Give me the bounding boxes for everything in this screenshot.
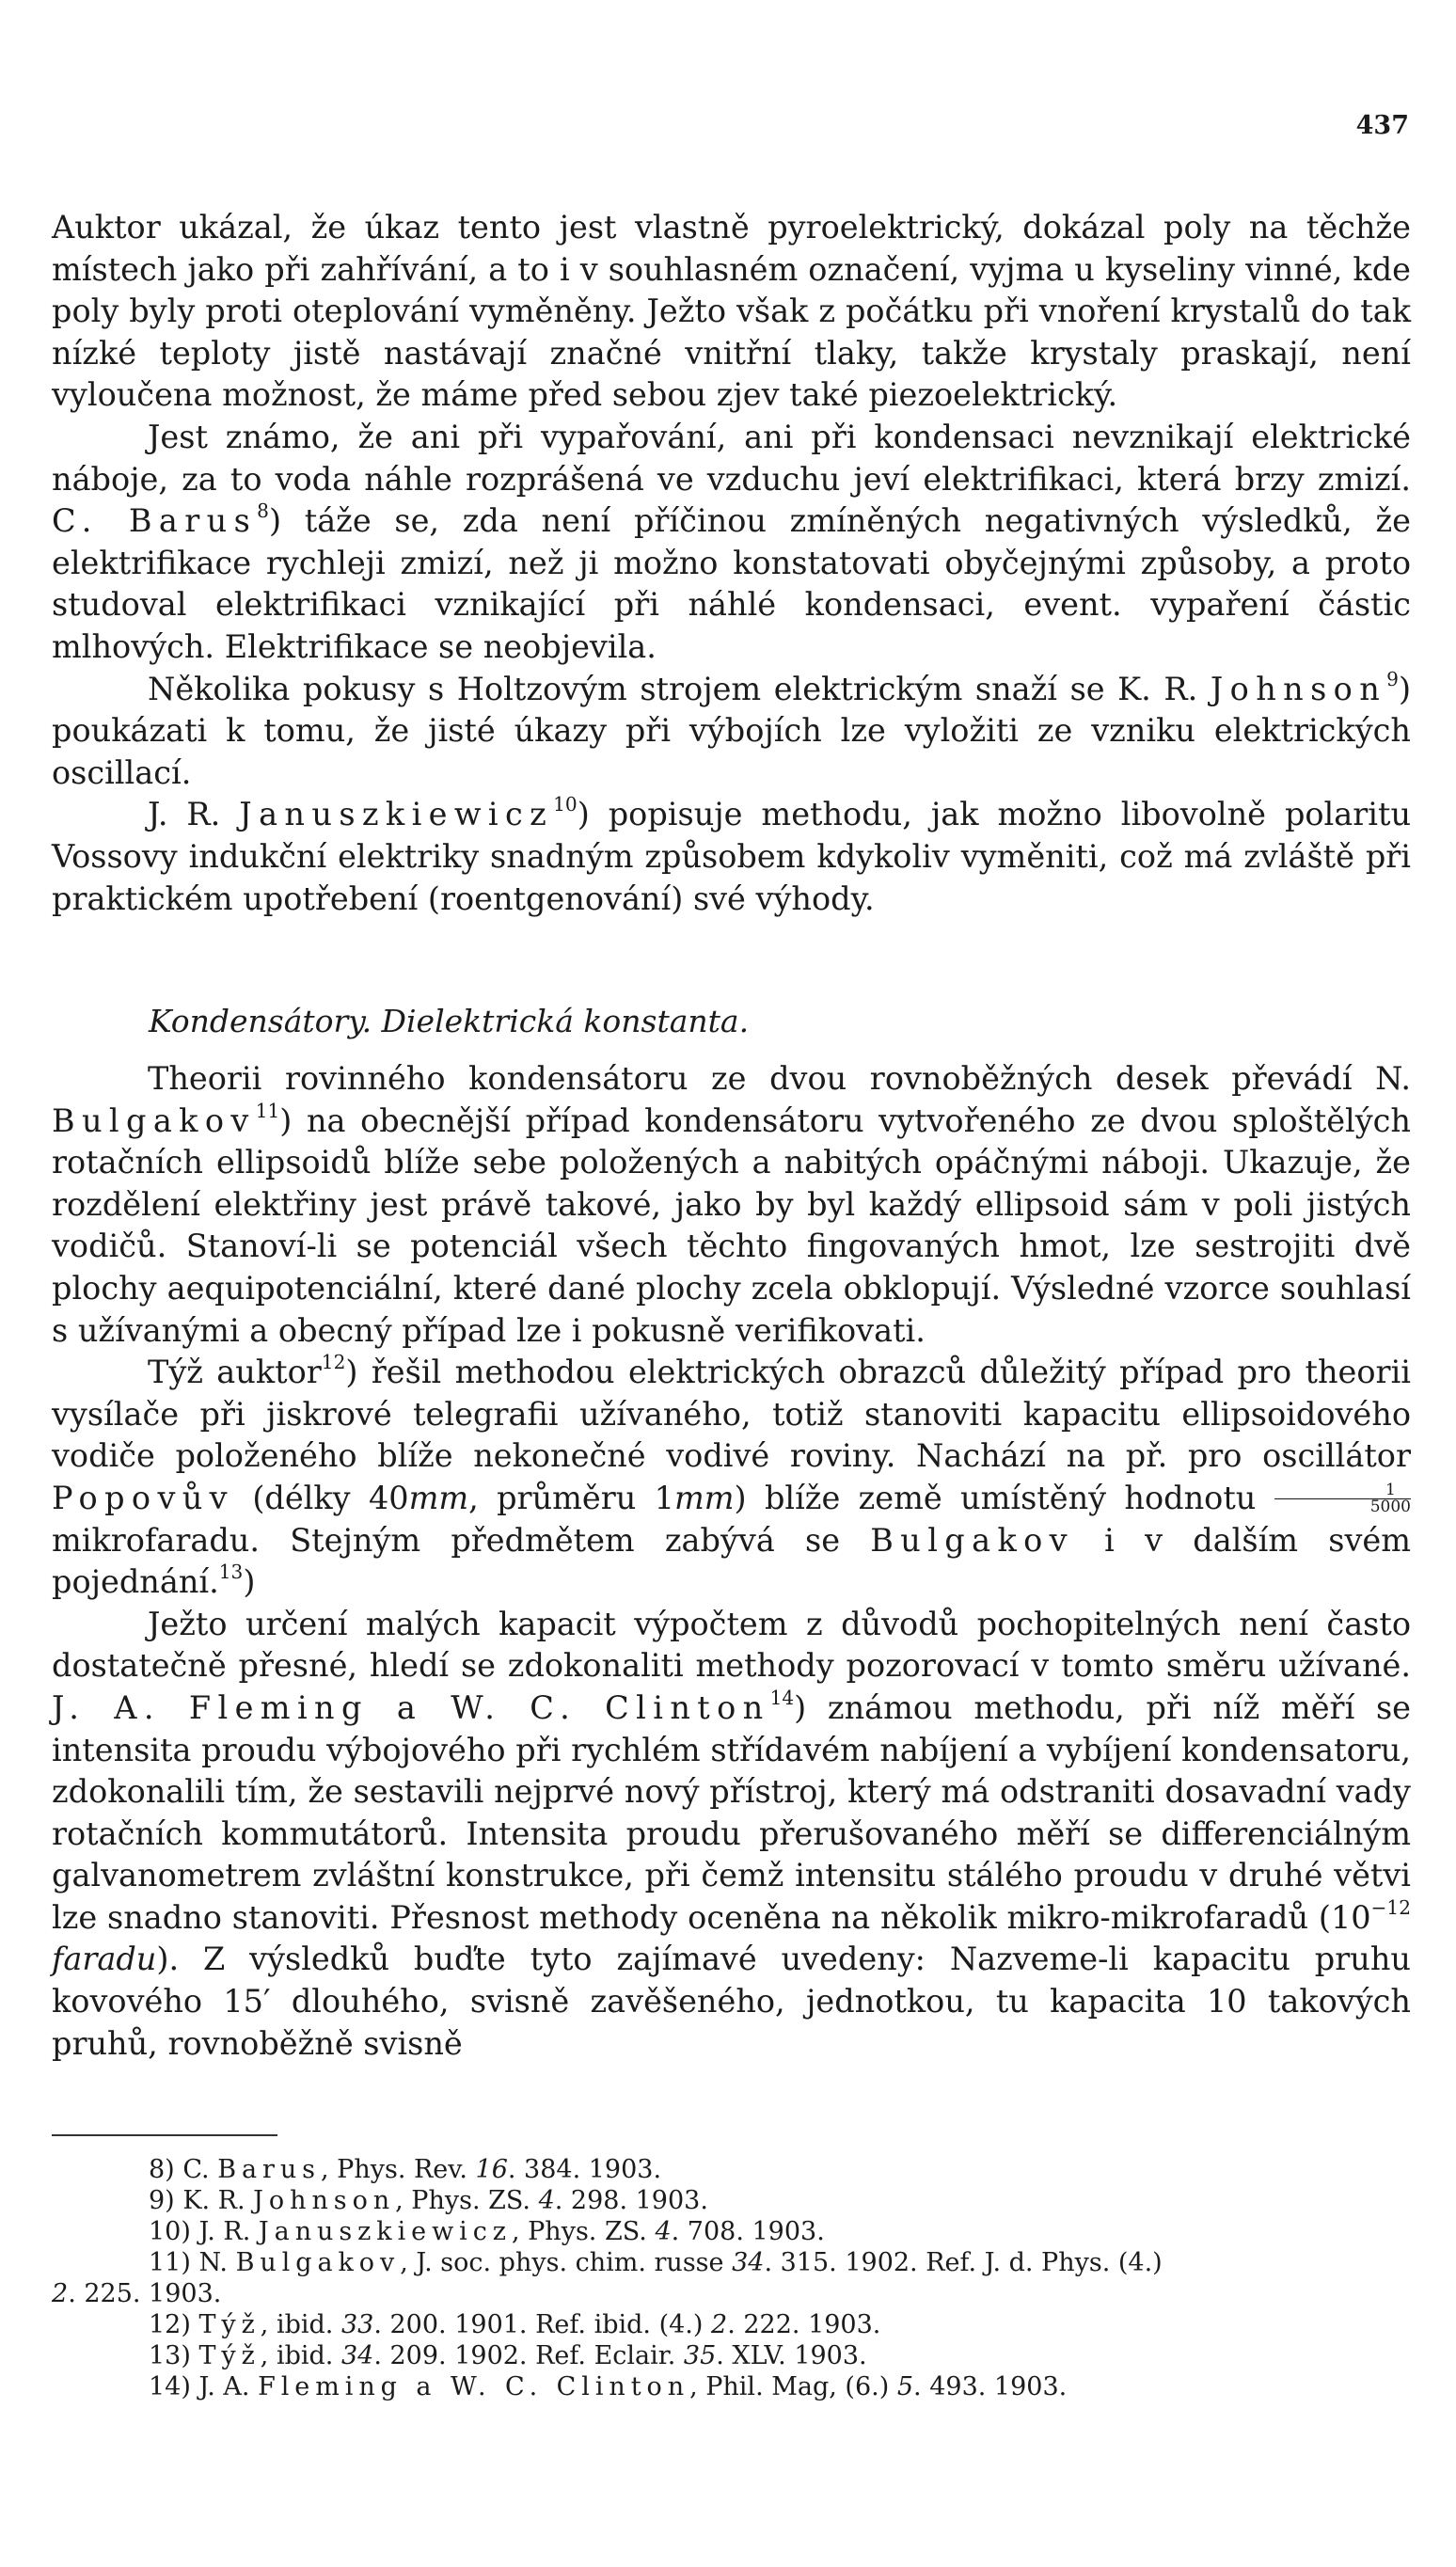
footnote-12: 12) Týž, ibid. 33. 200. 1901. Ref. ibid. (4.) 2. 222. 1903. bbox=[149, 2310, 881, 2339]
footnote-11: 11) N. Bulgakov, J. soc. phys. chim. russe 34. 315. 1902. Ref. J. d. Phys. (4.) bbox=[149, 2248, 1163, 2277]
footnote-ref: 14 bbox=[769, 1686, 795, 1709]
name-popov: Popovův bbox=[52, 1479, 234, 1516]
page-number: 437 bbox=[1355, 111, 1409, 140]
footnote-9: 9) K. R. Johnson, Phys. ZS. 4. 298. 1903. bbox=[149, 2186, 708, 2215]
author-johnson: Johnson bbox=[1210, 670, 1387, 707]
author-barus: C. Barus bbox=[52, 502, 258, 540]
paragraph-januszkiewicz: J. R. Januszkiewicz$^{10}$) popisuje methodu, jak možno libovolně polaritu Vossovy indukční elektriky snadným způsobem kdykoliv vyměniti, což má zvláště při praktickém upotřebení (roentgenování) své výhody. bbox=[52, 793, 1412, 917]
footnote-11-continued: 2. 225. 1903. bbox=[52, 2279, 222, 2308]
prime-mark: ′ bbox=[262, 1983, 271, 2020]
footnote-ref: 11 bbox=[255, 1099, 280, 1122]
paragraph-fleming: Ježto určení malých kapacit výpočtem z důvodů pochopitelných není často dostatečně přesné, hledí se zdokonaliti methody pozorovací v tomto směru užívané. J. A. Fleming a W. C. Clinton$^{14}$) známou methodu, při níž měří se intensita proudu výbojového při rychlém střídavém nabíjení a vybíjení kondensatoru, zdokonalili tím, že sestavili nejprvé nový přístroj, který má odstraniti dosavadní vady rotačních kommutátorů. Intensita proudu přerušovaného měří se differenciálným galvanometrem zvláštní konstrukce, při čemž intensitu stálého proudu v druhé větvi lze snadno stanoviti. Přesnost methody oceněna na několik mikro-mikrofaradů ($10^{-12}$ faradu). Z výsledků buďte tyto zajímavé uvedeny: Nazveme-li kapacitu pruhu kovového 15′ dlouhého, svisně zavěšeného, jednotkou, tu kapacita 10 takových pruhů, rovnoběžně svisně bbox=[52, 1605, 1411, 2062]
paragraph-johnson: Několika pokusy s Holtzovým strojem elektrickým snaží se K. R. Johnson$^9$) poukázati k tomu, že jisté úkazy při výbojích lze vyložiti ze vzniku elektrických oscillací. bbox=[52, 667, 1412, 791]
footnotes bbox=[52, 2154, 1411, 2402]
unit-mm: mm bbox=[408, 1479, 469, 1516]
footnote-8: 8) C. Barus, Phys. Rev. 16. 384. 1903. bbox=[149, 2155, 662, 2184]
author-bulgakov: Bulgakov bbox=[870, 1521, 1074, 1559]
unit-farad: faradu bbox=[52, 1941, 157, 1978]
paragraph-pyroelectric: Auktor ukázal, že úkaz tento jest vlastně pyroelektrický, dokázal poly na těchže místech jako při zahřívání, a to i v souhlasném označení, vyjma u kyseliny vinné, kde poly byly proti oteplování vyměněny. Ježto však z počátku při vnoření krystalů do tak nízké teploty jistě nastávají značné vnitřní tlaky, takže krystaly praskají, není vyloučena možnost, že máme před sebou zjev také piezoelektrický. bbox=[52, 209, 1411, 414]
footnote-ref: 13 bbox=[218, 1561, 244, 1584]
footnote-10: 10) J. R. Januszkiewicz, Phys. ZS. 4. 708. 1903. bbox=[149, 2217, 825, 2246]
unit-mm: mm bbox=[673, 1479, 735, 1516]
author-fleming-clinton: J. A. Fleming a W. C. Clinton bbox=[52, 1688, 770, 1726]
paragraph-bulgakov: Theorii rovinného kondensátoru ze dvou rovnoběžných desek převádí N. Bulgakov$^{11}$) na obecnější případ kondensátoru vytvořeného ze dvou sploštělých rotačních ellipsoidů blíže sebe položených a nabitých opáčnými náboji. Ukazuje, že rozdělení elektřiny jest právě takové, jako by byl každý ellipsoid sám v poli jistých vodičů. Stanoví-li se potenciál všech těchto fingovaných hmot, lze sestrojiti dvě plochy aequipotenciální, které dané plochy zcela obklopují. Výsledné vzorce souhlasí s užívanými a obecný případ lze i pokusně verifikovati. bbox=[52, 1060, 1411, 1349]
footnote-ref: 9 bbox=[1386, 667, 1399, 690]
footnote-14: 14) J. A. Fleming a W. C. Clinton, Phil. Mag, (6.) 5. 493. 1903. bbox=[149, 2372, 1068, 2401]
fraction: $\frac{1}{5000}$ bbox=[1274, 1482, 1411, 1515]
author-bulgakov: Bulgakov bbox=[52, 1101, 256, 1139]
footnote-divider bbox=[52, 2134, 277, 2136]
paragraph-tyz: Týž auktor$^{12}$) řešil methodou elektrických obrazců důležitý případ pro theorii vysílače při jiskrové telegrafii užívaného, totiž stanoviti kapacitu ellipsoidového vodiče položeného blíže nekonečné vodivé roviny. Nachází na př. pro oscillátor Popovův (délky 40mm, průměru 1mm) blíže země umístěný hodnotu $\frac{1}{5000}$ mikrofaradu. Stejným předmětem zabývá se Bulgakov i v dalším svém pojednání.$^{13}$) bbox=[52, 1351, 1411, 1601]
author-januszkiewicz: Januszkiewicz bbox=[239, 796, 554, 833]
footnote-ref: 8 bbox=[257, 499, 269, 523]
paragraph-barus: Jest známo, že ani při vypařování, ani při kondensaci nevznikají elektrické náboje, za to voda náhle rozprášená ve vzduchu jeví elektrifikaci, která brzy zmizí. C. Barus$^8$) táže se, zda není příčinou zmíněných negativných výsledků, že elektrifikace rychleji zmizí, než ji možno konstatovati obyčejnými způsoby, a proto studoval elektrifikaci vznikající při náhlé kondensaci, event. vypaření částic mlhových. Elektrifikace se neobjevila. bbox=[52, 418, 1411, 665]
body-text bbox=[52, 207, 1411, 920]
footnote-ref: 12 bbox=[321, 1351, 346, 1374]
section-heading: Kondensátory. Dielektrická konstanta. bbox=[149, 1003, 750, 1039]
exponent: −12 bbox=[1370, 1895, 1411, 1919]
body-text-section bbox=[52, 1058, 1411, 2065]
footnote-13: 13) Týž, ibid. 34. 209. 1902. Ref. Eclair. 35. XLV. 1903. bbox=[149, 2341, 867, 2370]
footnote-ref: 10 bbox=[553, 793, 578, 816]
